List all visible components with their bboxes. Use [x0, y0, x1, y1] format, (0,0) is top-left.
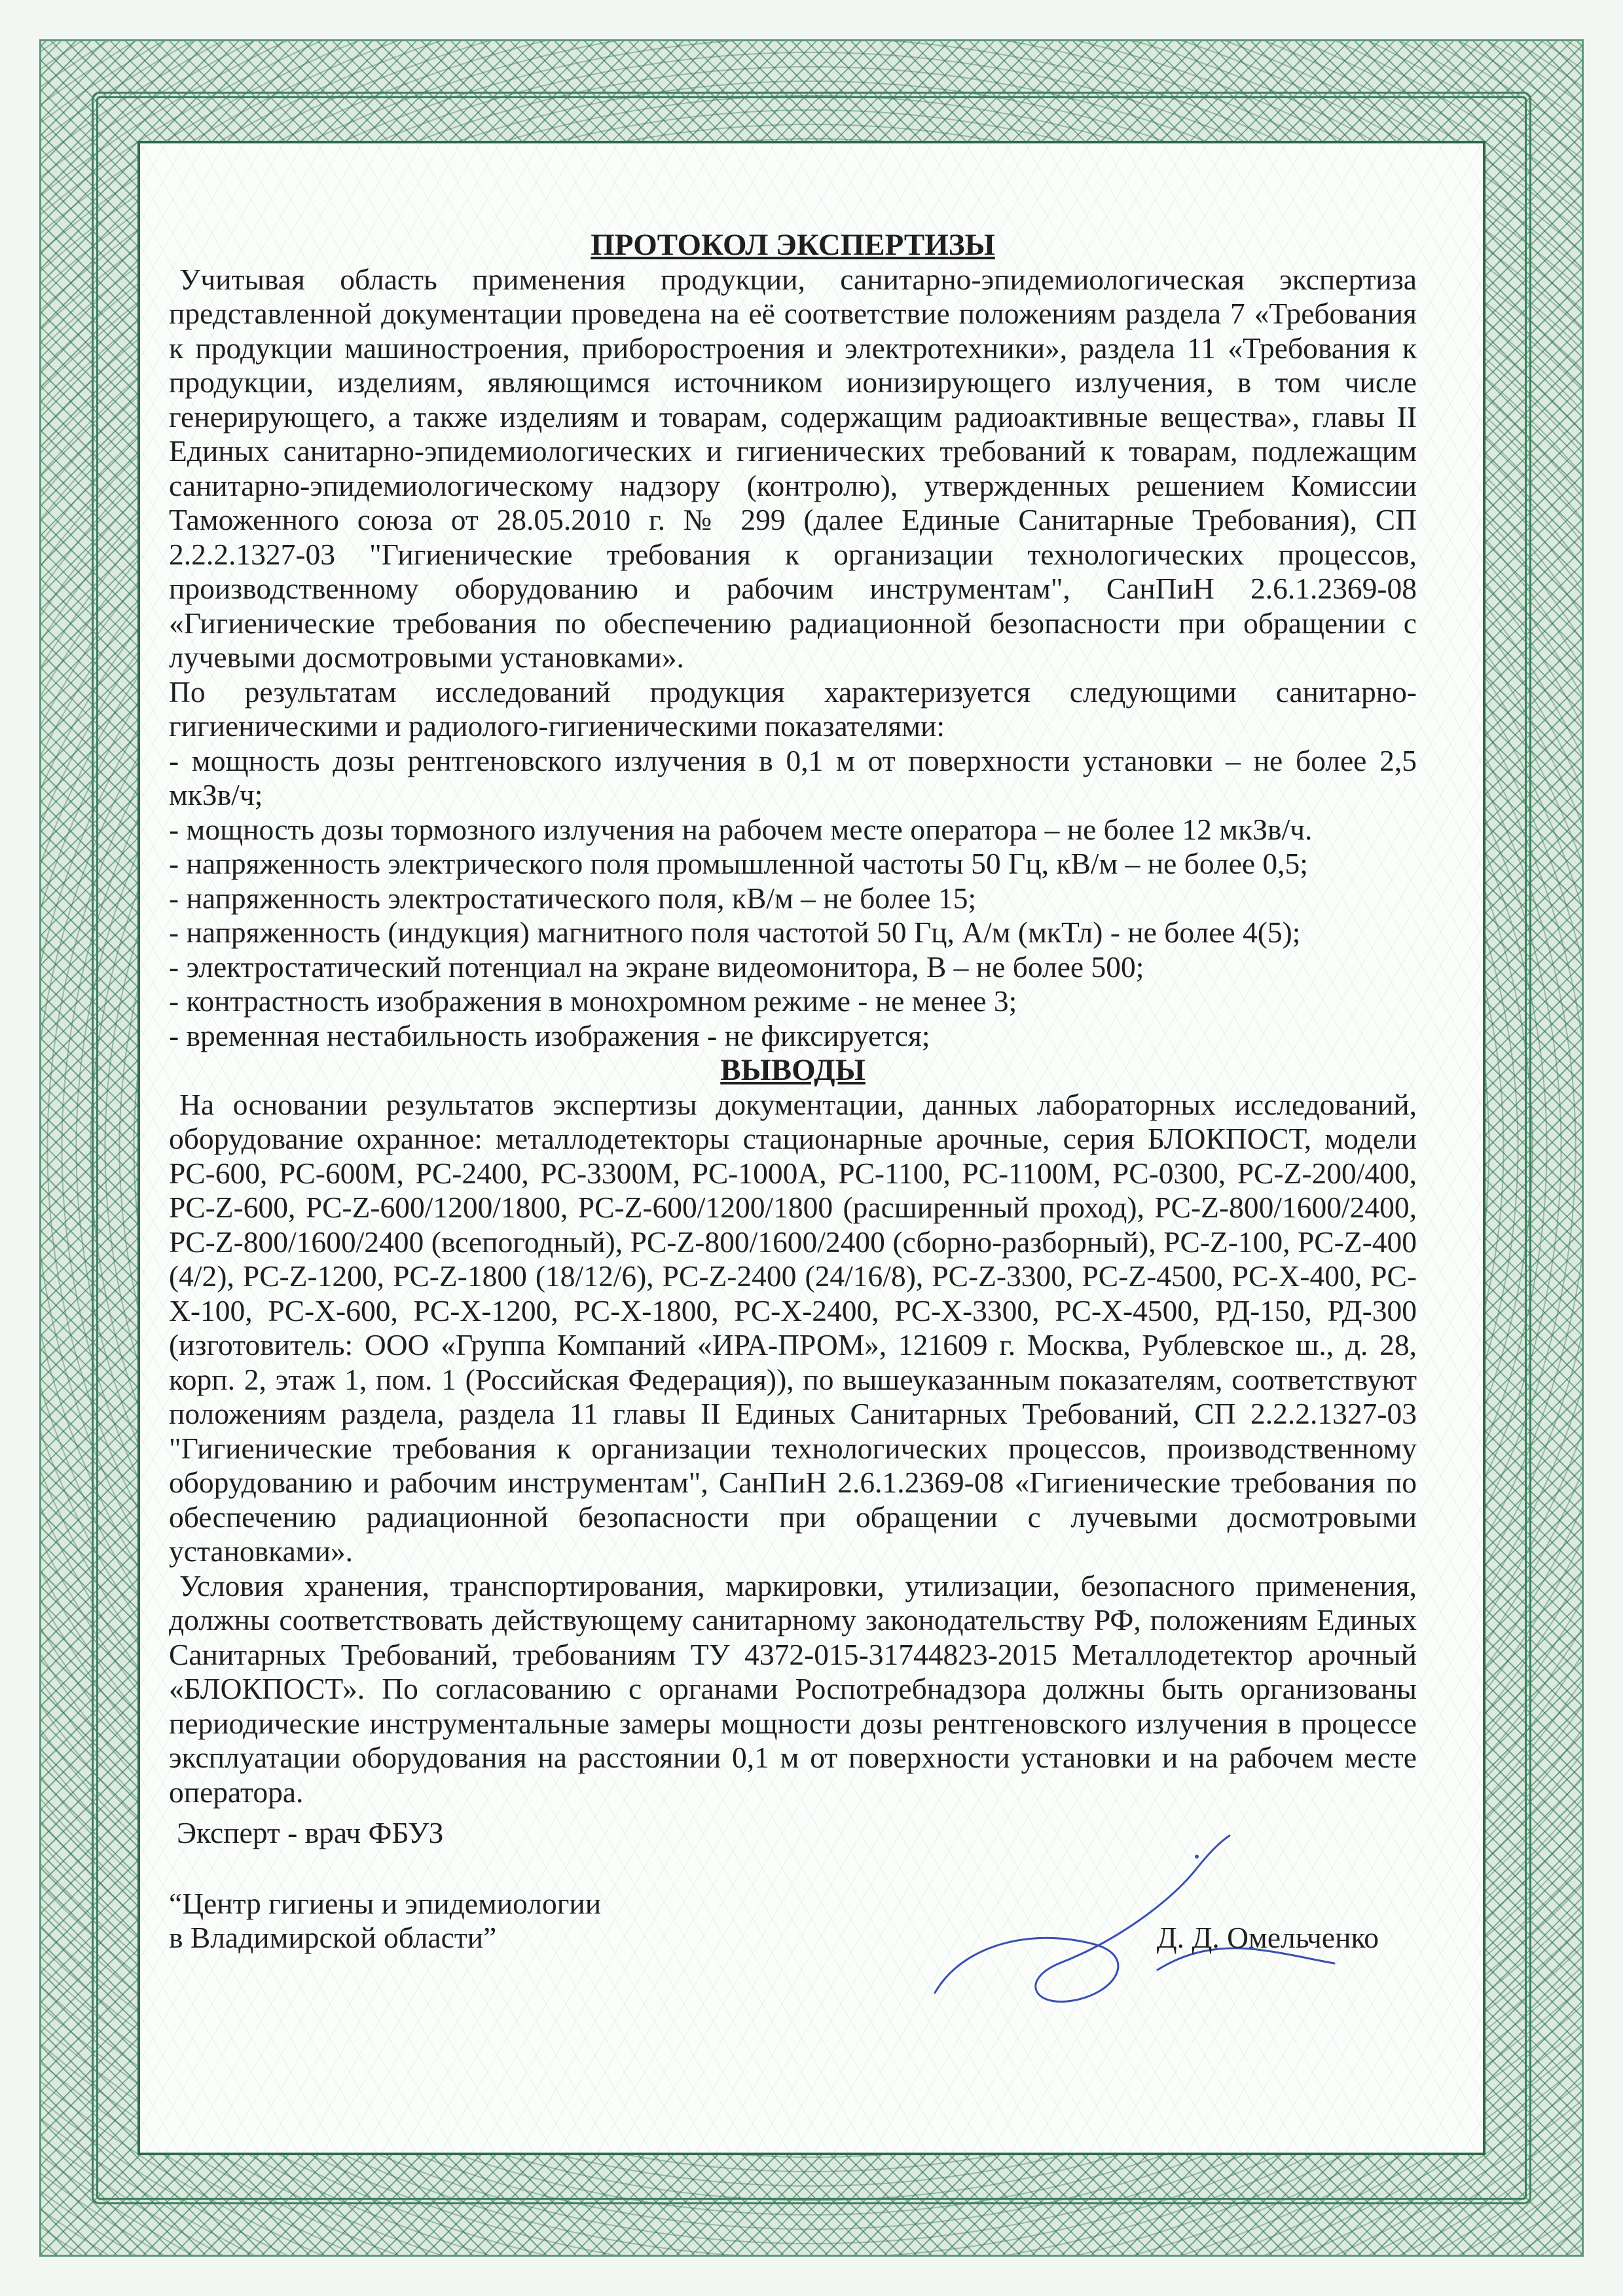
org-line-1: “Центр гигиены и эпидемиологии [169, 1887, 602, 1920]
indicator-item: - напряженность электростатического поля, кВ/м – не более 15; [169, 881, 977, 915]
expert-label: Эксперт - врач ФБУЗ [177, 1816, 444, 1849]
organization-name [169, 1887, 601, 1955]
protocol-title: ПРОТОКОЛ ЭКСПЕРТИЗЫ [591, 228, 995, 262]
indicator-item: - мощность дозы рентгеновского излучения в 0,1 м от поверхности установки – не более 2,5 мкЗв/ч; [169, 743, 1417, 811]
conclusion-paragraph-1: На основании результатов экспертизы документации, данных лабораторных исследований, оборудование охранное: металлодетекторы стационарные арочные, серия БЛОКПОСТ, модели PC-600, PC-600M, PC-2400, PC-3300M, PC-1000A, PC-1100, PC-1100M, PC-0300, PC-Z-200/400, PC-Z-600, PC-Z-600/1200/1800, PC-Z-600/1200/1800 (расширенный проход), PC-Z-800/1600/2400, PC-Z-800/1600/2400 (всепогодный), PC-Z-800/1600/2400 (сборно-разборный), PC-Z-100, PC-Z-400 (4/2), PC-Z-1200, PC-Z-1800 (18/12/6), PC-Z-2400 (24/16/8), PC-Z-3300, PC-Z-4500, PC-X-400, PC-X-100, PC-X-600, PC-X-1200, PC-X-1800, PC-X-2400, PC-X-3300, PC-X-4500, РД-150, РД-300 (изготовитель: ООО «Группа Компаний «ИРА-ПРОМ», 121609 г. Москва, Рублевское ш., д. 28, корп. 2, этаж 1, пом. 1 (Российская Федерация)), по вышеуказанным показателям, соответствуют положениям раздела, раздела 11 главы II Единых Санитарных Требований, СП 2.2.2.1327-03 "Гигиенические требования к организации технологических процессов, производственному оборудованию и рабочим инструментам", СанПиН 2.6.1.2369-08 «Гигиенические требования по обеспечению радиационной безопасности при обращении с лучевыми досмотровыми установками». [169, 1087, 1417, 1568]
signer-name: Д. Д. Омельченко [1156, 1921, 1379, 1954]
conclusion-paragraph-2: Условия хранения, транспортирования, маркировки, утилизации, безопасного применения, должны соответствовать действующему санитарному законодательству РФ, положениям Единых Санитарных Требований, требованиям ТУ 4372-015-31744823-2015 Металлодетектор арочный «БЛОКПОСТ». По согласованию с органами Роспотребнадзора должны быть организованы периодические инструментальные замеры мощности дозы рентгеновского излучения в процессе эксплуатации оборудования на расстоянии 0,1 м от поверхности установки и на рабочем месте оператора. [169, 1568, 1417, 1809]
results-intro: По результатам исследований продукция характеризуется следующими санитарно-гигиеническими и радиолого-гигиеническими показателями: [169, 675, 1417, 743]
org-line-2: в Владимирской области” [169, 1921, 497, 1954]
indicator-item: - электростатический потенциал на экране видеомонитора, В – не более 500; [169, 950, 1144, 984]
intro-paragraph: Учитывая область применения продукции, санитарно-эпидемиологическая экспертиза представленной документации проведена на её соответствие положениям раздела 7 «Требования к продукции машиностроения, приборостроения и электротехники», раздела 11 «Требования к продукции, изделиям, являющимся источником ионизирующего излучения, в том числе генерирующего, а также изделиям и товарам, содержащим радиоактивные вещества», главы II Единых санитарно-эпидемиологических и гигиенических требований к товарам, подлежащим санитарно-эпидемиологическому надзору (контролю), утвержденных решением Комиссии Таможенного союза от 28.05.2010 г. № 299 (далее Единые Санитарные Требования), СП 2.2.2.1327-03 "Гигиенические требования к организации технологических процессов, производственному оборудованию и рабочим инструментам", СанПиН 2.6.1.2369-08 «Гигиенические требования по обеспечению радиационной безопасности при обращении с лучевыми досмотровыми установками». [169, 262, 1417, 674]
indicator-item: - контрастность изображения в монохромном режиме - не менее 3; [169, 984, 1017, 1018]
indicator-item: - напряженность (индукция) магнитного поля частотой 50 Гц, А/м (мкТл) - не более 4(5); [169, 916, 1301, 949]
indicator-item: - мощность дозы тормозного излучения на рабочем месте оператора – не более 12 мкЗв/ч. [169, 812, 1313, 846]
protocol-content [169, 228, 1417, 2012]
conclusions-title: ВЫВОДЫ [720, 1053, 866, 1087]
signature-block [169, 1816, 1417, 2012]
indicator-item: - временная нестабильность изображения - не фиксируется; [169, 1018, 930, 1052]
indicator-item: - напряженность электрического поля промышленной частоты 50 Гц, кВ/м – не более 0,5; [169, 847, 1308, 880]
indicators-list [169, 744, 1417, 1054]
